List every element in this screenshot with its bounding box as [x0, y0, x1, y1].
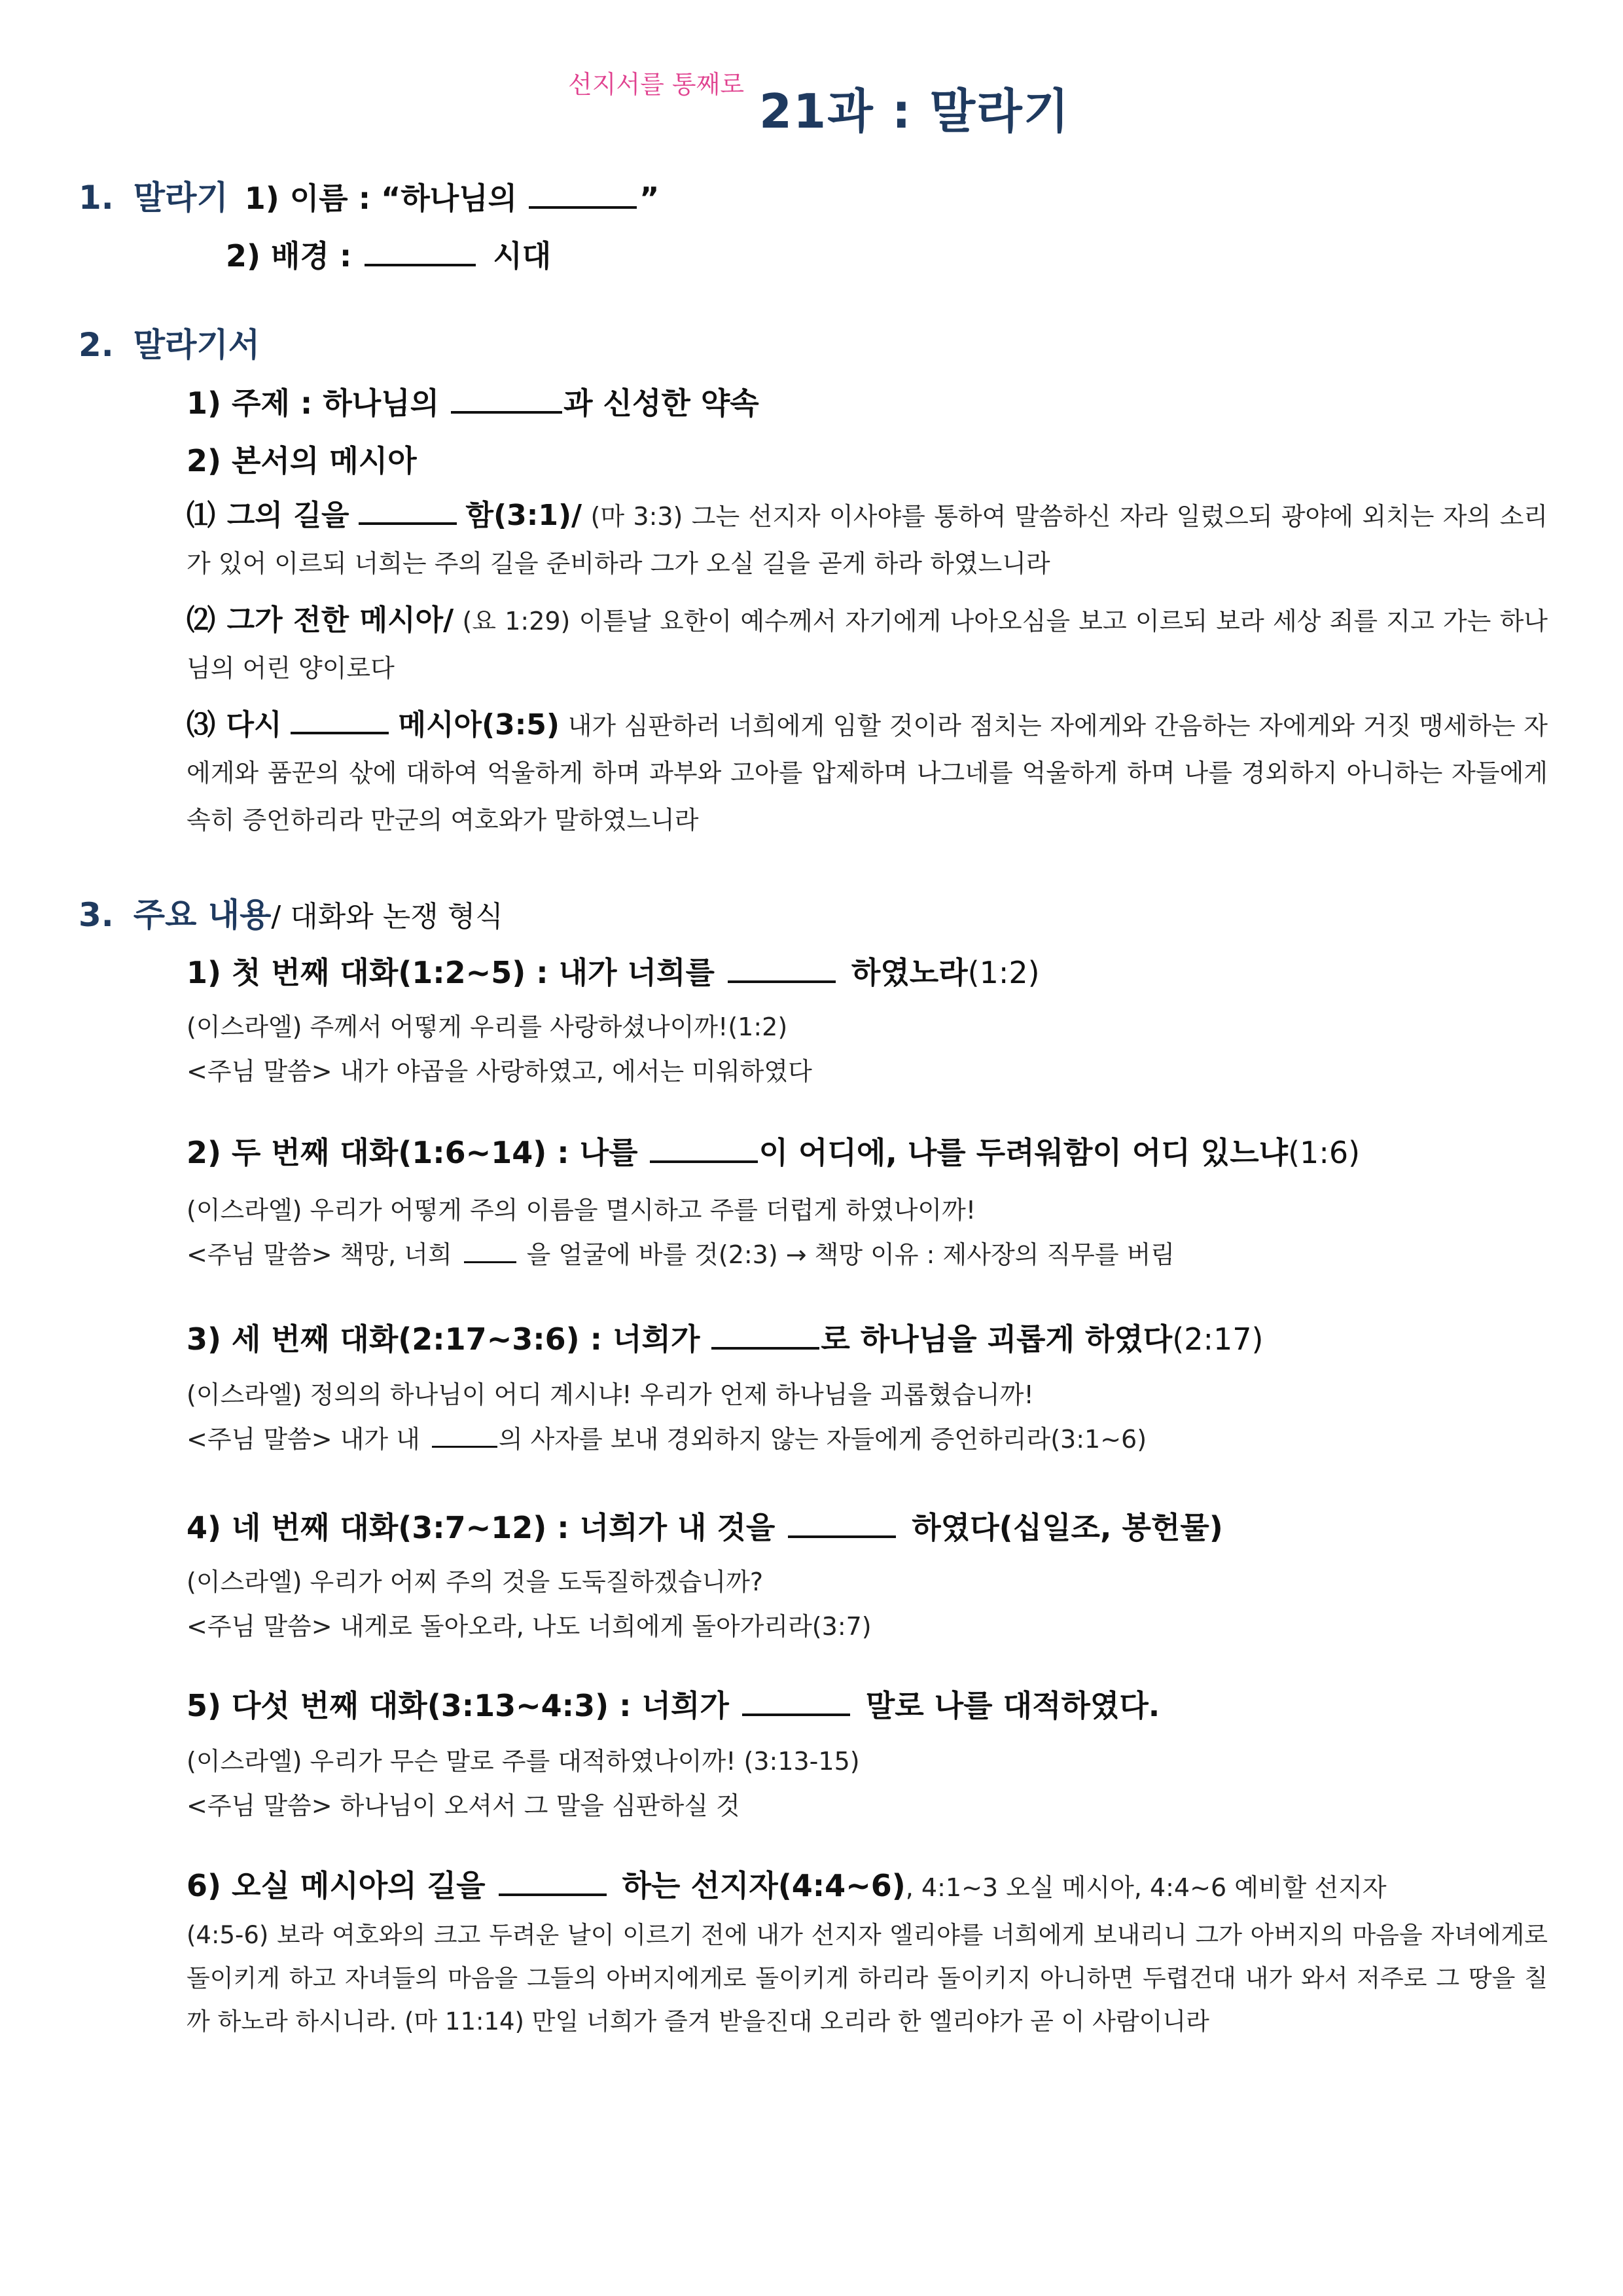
- fill-blank[interactable]: [742, 1691, 850, 1716]
- dialogue-4-heading: 4) 네 번째 대화(3:7~12) : 너희가 내 것을 하였다(십일조, 봉헌물): [187, 1510, 1223, 1545]
- dialogue-3-heading: 3) 세 번째 대화(2:17~3:6) : 너희가 로 하나님을 괴롭게 하였다(2:17): [187, 1321, 1264, 1357]
- dialogue-6-scripture: (4:5-6) 보라 여호와의 크고 두려운 날이 이르기 전에 내가 선지자 엘리야를 너희에게 보내리니 그가 아버지의 마음을 자녀에게로 돌이키게 하고 자녀들의 마음을 그들의 아버지에게로 돌이키게 하리라 돌이키지 아니하면 두렵건대 내가 와서 저주로 그 땅을 칠까 하노라 하시니라. (마 11:14) 만일 너희가 즐겨 받을진대 오리라 한 엘리야가 곧 이 사람이니라: [187, 1921, 1548, 2036]
- fill-blank[interactable]: [464, 1243, 516, 1263]
- messiah-paragraph-2: ⑵ 그가 전한 메시아/ (요 1:29) 이튿날 요한이 예수께서 자기에게 나아오심을 보고 이르되 보라 세상 죄를 지고 가는 하나님의 어린 양이로다: [187, 603, 1548, 683]
- fill-blank[interactable]: [432, 1427, 497, 1448]
- dialogue-1-lord: <주님 말씀> 내가 야곱을 사랑하였고, 에서는 미워하였다: [187, 1057, 812, 1086]
- theme-suffix: 과 신성한 약속: [563, 386, 759, 421]
- dialogue-1-heading: 1) 첫 번째 대화(1:2~5) : 내가 너희를 하였노라(1:2): [187, 955, 1040, 990]
- fill-blank[interactable]: [529, 184, 637, 209]
- background-line: [226, 232, 551, 276]
- fill-blank[interactable]: [788, 1513, 896, 1538]
- dialogue-2-heading: 2) 두 번째 대화(1:6~14) : 나를 이 어디에, 나를 두려워함이 어디 있느냐(1:6): [187, 1135, 1361, 1170]
- fill-blank[interactable]: [728, 958, 836, 983]
- section-2-heading: 2. 말라기서: [79, 326, 260, 364]
- quote-close: ”: [639, 181, 660, 216]
- messiah-heading: 2) 본서의 메시아: [187, 443, 417, 478]
- dialogue-2-lord: <주님 말씀> 책망, 너희 을 얼굴에 바를 것(2:3) → 책망 이유 : 제사장의 직무를 버림: [187, 1240, 1175, 1269]
- fill-blank[interactable]: [650, 1138, 758, 1163]
- page-title: 21과 : 말라기: [759, 84, 1071, 139]
- fill-blank[interactable]: [499, 1871, 607, 1896]
- era-label: 시대: [493, 238, 552, 274]
- dialogue-6-heading: 6) 오실 메시아의 길을 하는 선지자(4:4~6), 4:1~3 오실 메시아, 4:4~6 예비할 선지자: [187, 1868, 1387, 1903]
- dialogue-1-israel: (이스라엘) 주께서 어떻게 우리를 사랑하셨나이까!(1:2): [187, 1013, 788, 1041]
- series-label: 선지서를 통째로: [568, 70, 745, 99]
- fill-blank[interactable]: [359, 503, 457, 525]
- fill-blank[interactable]: [365, 242, 476, 266]
- section-1-heading: [79, 171, 659, 219]
- dialogue-4-israel: (이스라엘) 우리가 어찌 주의 것을 도둑질하겠습니까?: [187, 1568, 764, 1596]
- theme-prompt: 1) 주제 : 하나님의: [187, 386, 440, 421]
- dialogue-5-lord: <주님 말씀> 하나님이 오셔서 그 말을 심판하실 것: [187, 1791, 740, 1820]
- section-3-subtitle: / 대화와 논쟁 형식: [271, 900, 503, 933]
- messiah-paragraph-1: ⑴ 그의 길을 함(3:1)/ (마 3:3) 그는 선지자 이사야를 통하여 말씀하신 자라 일렀으되 광야에 외치는 자의 소리가 있어 이르되 너희는 주의 길을 준비하라 그가 오실 길을 곧게 하라 하였느니라: [187, 499, 1548, 578]
- dialogue-3-israel: (이스라엘) 정의의 하나님이 어디 계시냐! 우리가 언제 하나님을 괴롭혔습니까!: [187, 1380, 1034, 1409]
- section-3-heading: 3. 주요 내용/ 대화와 논쟁 형식: [79, 896, 503, 934]
- messiah-paragraph-3: ⑶ 다시 메시아(3:5) 내가 심판하러 너희에게 임할 것이라 점치는 자에게와 간음하는 자에게와 거짓 맹세하는 자에게와 품꾼의 삯에 대하여 억울하게 하며 과부와 고아를 압제하며 나그네를 억울하게 하며 나를 경외하지 아니하는 자들에게 속히 증언하리라 만군의 여호와가 말하였느니라: [187, 708, 1548, 834]
- dialogue-5-heading: 5) 다섯 번째 대화(3:13~4:3) : 너희가 말로 나를 대적하였다.: [187, 1688, 1160, 1723]
- fill-blank[interactable]: [291, 712, 389, 734]
- background-prompt: 2) 배경 :: [226, 238, 352, 274]
- theme-line: [187, 380, 759, 423]
- dialogue-2-israel: (이스라엘) 우리가 어떻게 주의 이름을 멸시하고 주를 더럽게 하였나이까!: [187, 1196, 976, 1225]
- dialogue-3-lord: <주님 말씀> 내가 내 의 사자를 보내 경외하지 않는 자들에게 증언하리라(3:1~6): [187, 1425, 1147, 1454]
- section-number: 1. 말라기: [79, 179, 228, 217]
- dialogue-4-lord: <주님 말씀> 내게로 돌아오라, 나도 너희에게 돌아가리라(3:7): [187, 1612, 872, 1641]
- dialogue-5-israel: (이스라엘) 우리가 무슨 말로 주를 대적하였나이까! (3:13-15): [187, 1747, 860, 1776]
- name-prompt: 1) 이름 : “하나님의: [244, 181, 518, 216]
- fill-blank[interactable]: [451, 389, 562, 414]
- fill-blank[interactable]: [711, 1325, 819, 1350]
